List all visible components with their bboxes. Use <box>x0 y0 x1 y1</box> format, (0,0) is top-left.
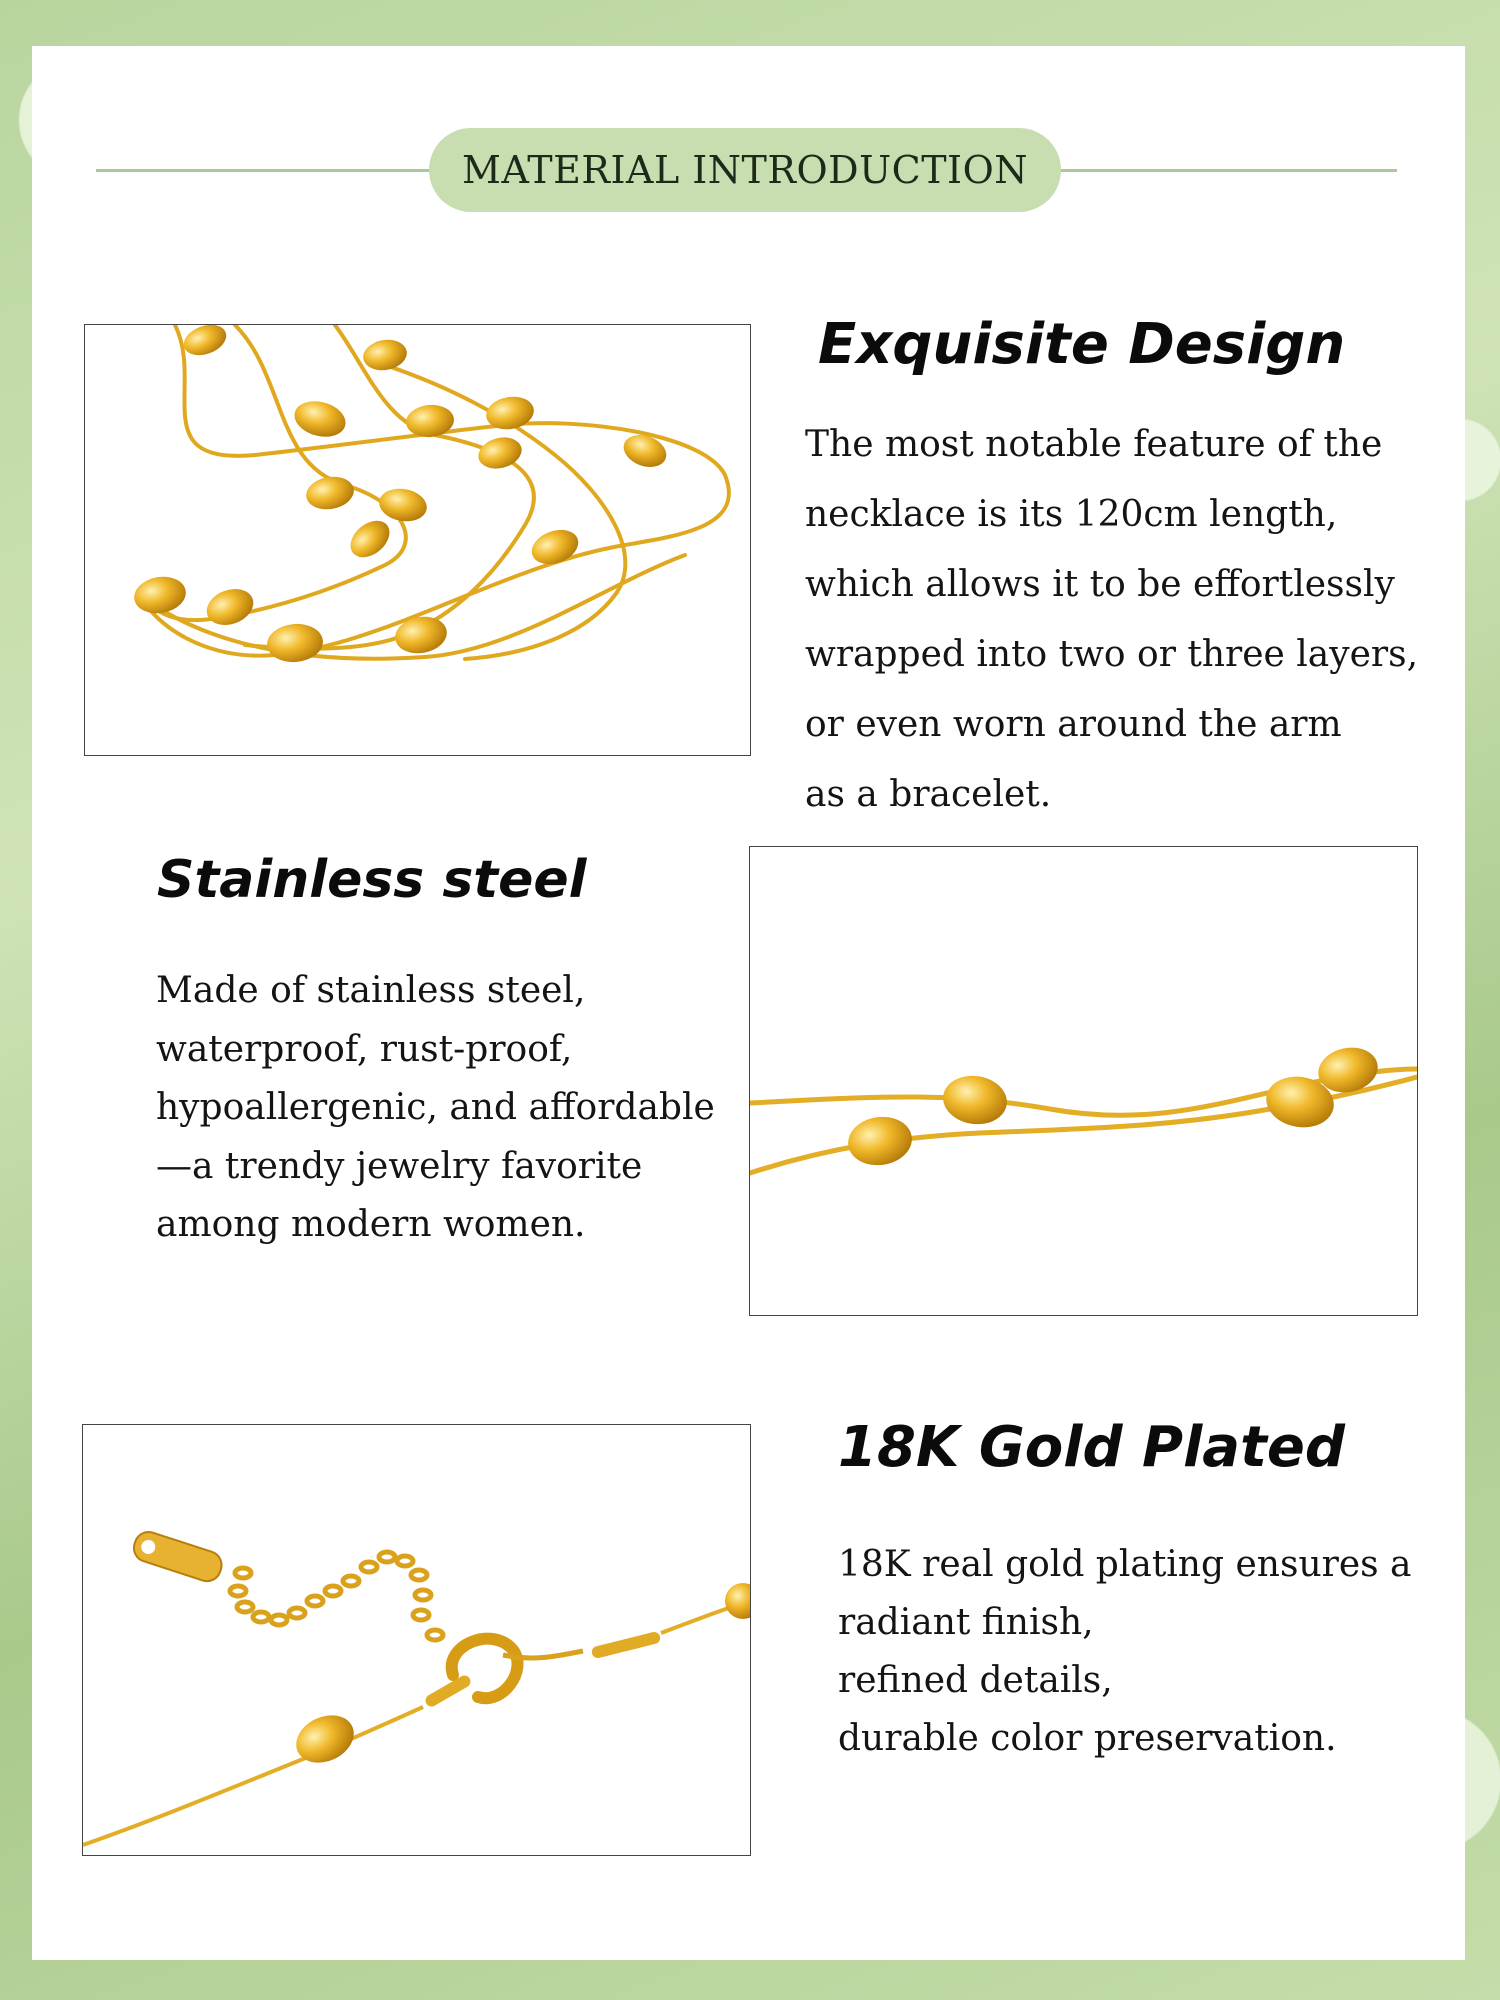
text-line: 18K real gold plating ensures a <box>838 1544 1412 1585</box>
text-line: refined details, <box>838 1660 1113 1701</box>
stainless-steel-text <box>156 962 715 1255</box>
chain-closeup-illustration <box>750 847 1417 1315</box>
necklace-layers-photo <box>84 324 751 756</box>
clasp-extender-photo <box>82 1424 751 1856</box>
header-divider-right <box>1057 169 1397 172</box>
necklace-layers-illustration <box>85 325 750 755</box>
text-line: as a bracelet. <box>805 774 1052 815</box>
text-line: among modern women. <box>156 1204 586 1245</box>
text-line: —a trendy jewelry favorite <box>156 1145 643 1187</box>
text-line: Made of stainless steel, <box>156 970 586 1011</box>
text-line: The most notable feature of the <box>805 424 1383 465</box>
text-line: hypoallergenic, and affordable <box>156 1087 715 1128</box>
text-line: which allows it to be effortlessly <box>805 564 1395 605</box>
gold-plated-text <box>838 1536 1412 1768</box>
text-line: or even worn around the arm <box>805 704 1342 745</box>
text-line: wrapped into two or three layers, <box>805 634 1419 675</box>
section-title-pill <box>429 128 1061 212</box>
text-line: waterproof, rust-proof, <box>156 1028 573 1070</box>
chain-closeup-photo <box>749 846 1418 1316</box>
clasp-extender-illustration <box>83 1425 750 1855</box>
text-line: radiant finish, <box>838 1602 1094 1643</box>
stainless-steel-heading: Stainless steel <box>157 850 587 910</box>
exquisite-design-heading: Exquisite Design <box>818 312 1346 377</box>
text-line: durable color preservation. <box>838 1718 1337 1759</box>
text-line: necklace is its 120cm length, <box>805 494 1338 535</box>
header-divider-left <box>96 169 434 172</box>
exquisite-design-text <box>805 410 1418 830</box>
section-title: MATERIAL INTRODUCTION <box>462 148 1028 192</box>
gold-plated-heading: 18K Gold Plated <box>838 1415 1345 1480</box>
